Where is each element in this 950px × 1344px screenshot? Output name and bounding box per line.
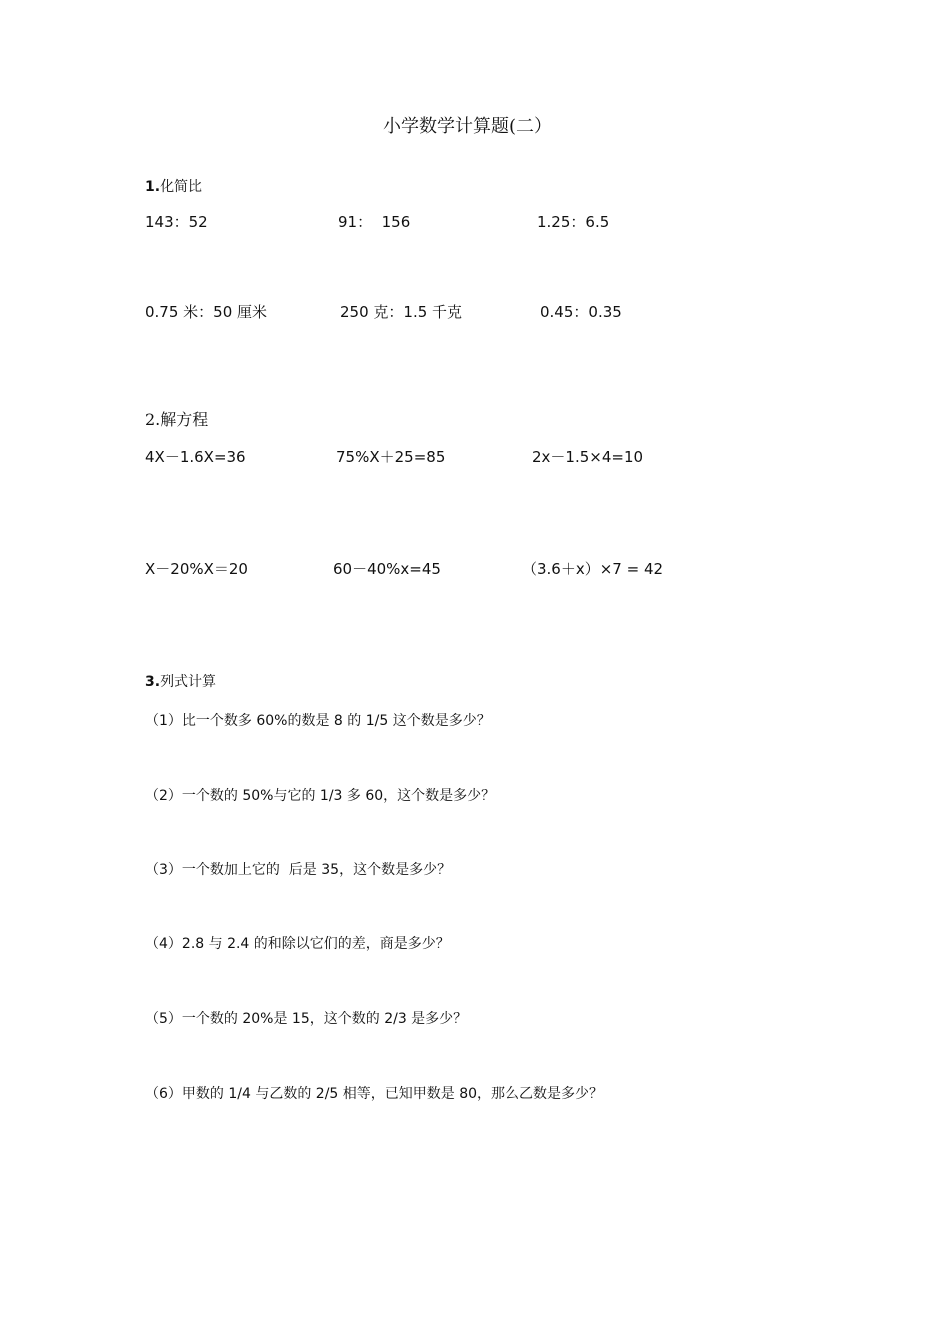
word-problem: （3）一个数加上它的 后是 35，这个数是多少？ [145,862,452,878]
equation: 60－40%x=45 [333,560,441,578]
word-problem: （5）一个数的 20%是 15，这个数的 2/3 是多少？ [145,1011,468,1027]
page-title: 小学数学计算题(二） [382,116,553,137]
section-1-title: 化简比 [160,179,203,195]
section-3-title: 列式计算 [160,674,217,690]
equation: 2x－1.5×4=10 [532,448,644,466]
ratio-expr: 91： 156 [338,213,411,231]
word-problem: （4）2.8 与 2.4 的和除以它们的差，商是多少？ [145,936,450,952]
word-problem: （2）一个数的 50%与它的 1/3 多 60，这个数是多少？ [145,788,496,804]
section-2-heading: 2.解方程 [145,410,209,429]
section-1-heading [145,178,202,196]
equation: 4X－1.6X=36 [145,448,246,466]
section-3-number: 3. [145,674,161,690]
section-3-heading [145,673,216,691]
word-problem: （6）甲数的 1/4 与乙数的 2/5 相等，已知甲数是 80，那么乙数是多少？ [145,1086,604,1102]
ratio-expr: 143：52 [145,213,208,231]
ratio-expr: 0.75 米：50 厘米 [145,303,268,321]
word-problem: （1）比一个数多 60%的数是 8 的 1/5 这个数是多少？ [145,713,491,729]
ratio-expr: 0.45：0.35 [540,303,622,321]
equation: （3.6＋x）×7 = 42 [522,560,664,578]
ratio-expr: 250 克：1.5 千克 [340,303,463,321]
ratio-expr: 1.25：6.5 [537,213,610,231]
equation: X－20%X＝20 [145,560,248,578]
equation: 75%X＋25=85 [336,448,446,466]
section-1-number: 1. [145,179,161,195]
